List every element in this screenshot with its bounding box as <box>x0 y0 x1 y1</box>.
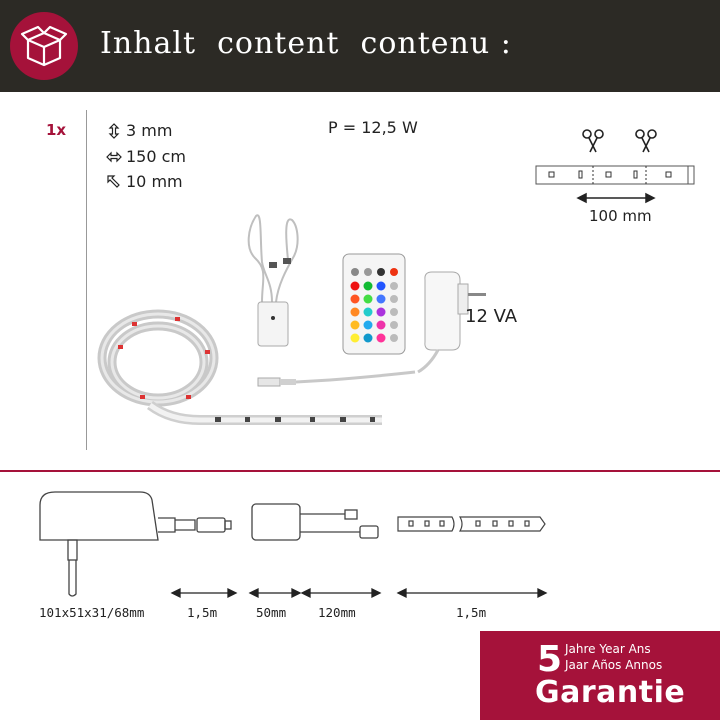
page-title: Inhalt content contenu : <box>100 26 512 61</box>
adapter-size-label: 101x51x31/68mm <box>39 605 145 620</box>
guarantee-word: Garantie <box>535 675 686 710</box>
strip-drawing <box>398 517 545 531</box>
adapter-drawing <box>40 492 231 596</box>
guarantee-years: 5 <box>537 639 563 680</box>
quantity-label: 1x <box>46 121 67 139</box>
cable2-length-label: 120mm <box>318 605 356 620</box>
guarantee-badge <box>480 631 720 720</box>
dimension-length-value: 150 cm <box>126 147 187 166</box>
dimension-width-value: 10 mm <box>126 172 183 191</box>
controller-length-label: 50mm <box>256 605 287 620</box>
dimension-height-value: 3 mm <box>126 121 173 140</box>
power-rating: P = 12,5 W <box>328 118 418 137</box>
measure-arrows <box>172 589 546 597</box>
guarantee-line1: Jahre Year Ans <box>565 642 651 656</box>
controller-drawing <box>252 504 378 540</box>
cut-spacing-label: 100 mm <box>589 207 652 225</box>
adapter-rating: 12 VA <box>465 306 518 327</box>
guarantee-line2: Jaar Años Annos <box>565 658 663 672</box>
strip-length-label: 1,5m <box>456 605 487 620</box>
cable-length-label: 1,5m <box>187 605 218 620</box>
